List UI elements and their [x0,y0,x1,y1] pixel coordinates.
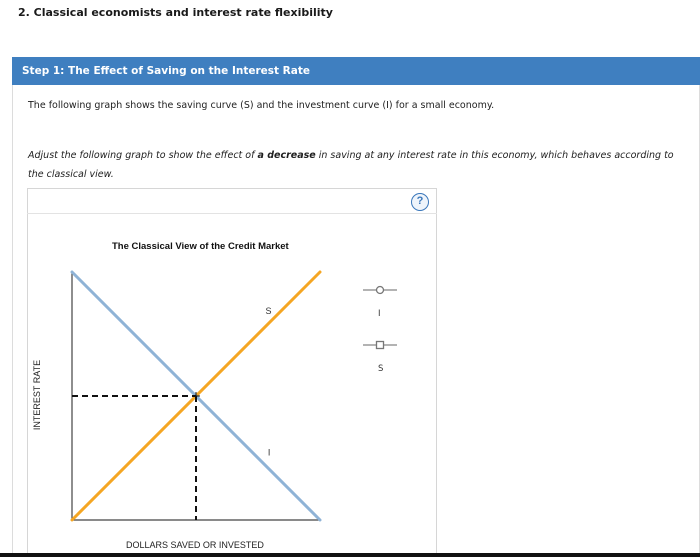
palette-label-i: I [378,309,381,319]
y-axis-label: INTEREST RATE [32,359,42,431]
palette-tool-square-icon[interactable] [377,342,384,349]
instruction-after: in saving at any interest rate in this economy, which behaves according to the classical view. [28,150,674,180]
section-title: 2. Classical economists and interest rate flexibility [18,6,333,19]
palette-tool-circle-icon[interactable] [377,287,384,294]
bottom-rule [0,553,700,557]
x-axis-label: DOLLARS SAVED OR INVESTED [126,540,264,550]
step-header: Step 1: The Effect of Saving on the Interest Rate [12,57,700,85]
chart-title: The Classical View of the Credit Market [112,241,289,252]
help-icon[interactable]: ? [411,193,429,211]
series-label-i: I [267,447,271,458]
instruction-emphasis: a decrease [257,150,316,161]
intro-text: The following graph shows the saving curve (S) and the investment curve (I) for a small economy. [28,100,495,111]
series-label-s: S [265,306,272,317]
instruction-before: Adjust the following graph to show the effect of [28,150,258,161]
palette-label-s: S [378,364,384,374]
